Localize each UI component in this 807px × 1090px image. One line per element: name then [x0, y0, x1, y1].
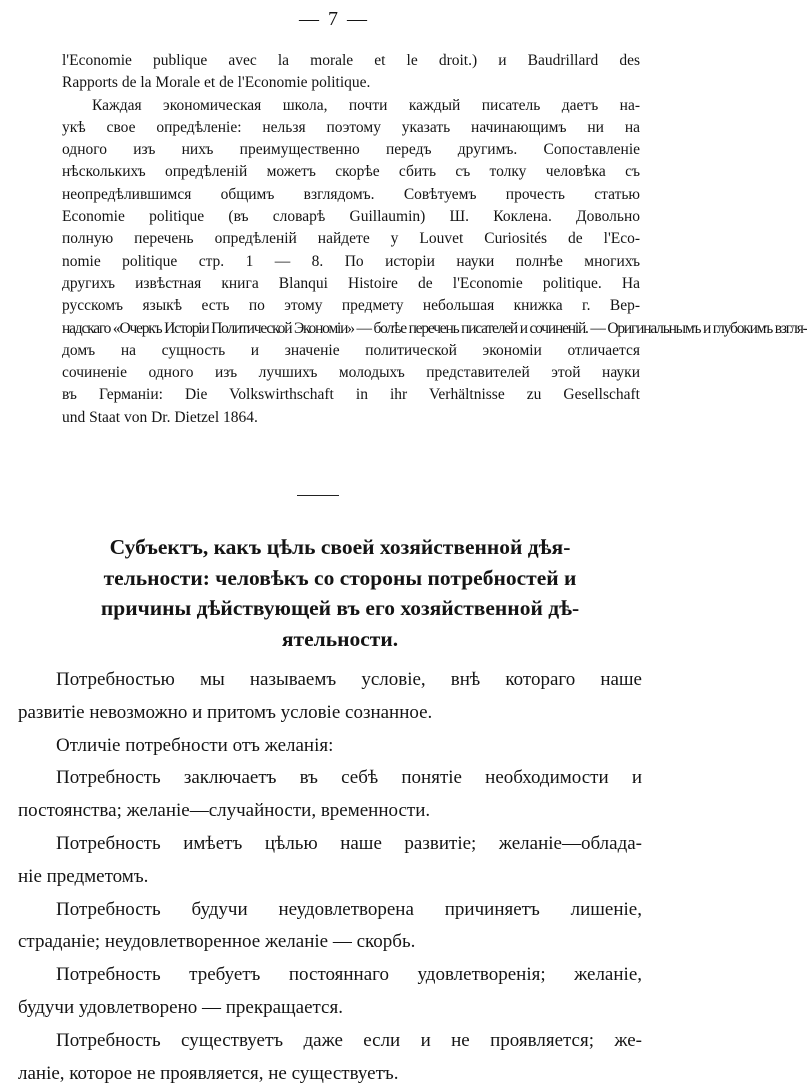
footnote-paragraph [62, 95, 807, 429]
body-paragraph [18, 730, 642, 763]
body-line: ланіе, которое не проявляется, не существуетъ. [18, 1062, 399, 1084]
body-line: Потребность будучи неудовлетворена причиняетъ лишеніе, [56, 898, 642, 920]
body-text [18, 664, 642, 1090]
footnote-line: другихъ извѣстная книга Blanqui Histoire de l'Economie politique. На [62, 274, 640, 292]
footnote-line: русскомъ языкѣ есть по этому предмету небольшая книжка г. Вер- [62, 297, 640, 315]
footnote-block [62, 50, 807, 429]
body-line: постоянства; желаніе—случайности, временности. [18, 800, 431, 822]
heading-line: ятельности. [281, 626, 399, 651]
footnote-line: надскаго «Очеркъ Исторіи Политической Экономіи» — болѣе перечень писателей и сочиненій. — Оригинальнымъ и глубокимъ взгля- [62, 319, 807, 337]
heading-line: причины дѣйствующей въ его хозяйственной дѣ- [100, 596, 580, 620]
footnote-line: нѣсколькихъ опредѣленій можетъ скорѣе сбить съ толку человѣка съ [62, 163, 640, 181]
footnote-line: укѣ свое опредѣленіе: нельзя поэтому указать начинающимъ ни на [62, 118, 640, 136]
body-line: Потребность существуетъ даже если и не проявляется; же- [56, 1029, 642, 1051]
footnote-line: въ Германіи: Die Volkswirthschaft in ihr Verhältnisse zu Gesellschaft [62, 386, 640, 404]
footnote-line: неопредѣлившимся общимъ взглядомъ. Совѣтуемъ прочесть статью [62, 185, 640, 203]
footnote-line: nomie politique стр. 1 — 8. По исторіи науки полнѣе многихъ [62, 252, 640, 270]
body-line: Потребность заключаетъ въ себѣ понятіе необходимости и [56, 767, 642, 789]
section-divider [297, 495, 339, 496]
body-line: Потребность имѣетъ цѣлью наше развитіе; желаніе—облада- [56, 832, 642, 854]
body-paragraph [18, 1025, 642, 1090]
body-line: ніе предметомъ. [18, 865, 149, 887]
footnote-line: сочиненіе одного изъ лучшихъ молодыхъ представителей этой науки [62, 364, 640, 382]
body-paragraph [18, 828, 642, 894]
heading-line: тельности: человѣкъ со стороны потребностей и [103, 565, 577, 590]
footnote-line: Economie politique (въ словарѣ Guillaumin) Ш. Коклена. Довольно [62, 208, 640, 226]
footnote-line: Rapports de la Morale et de l'Economie politique. [62, 74, 371, 92]
body-line: развитіе невозможно и притомъ условіе сознанное. [18, 701, 433, 723]
section-heading [40, 532, 640, 654]
footnote-line: Каждая экономическая школа, почти каждый писатель даетъ на- [92, 96, 640, 114]
footnote-line: полную перечень опредѣленій найдете у Louvet Curiosités de l'Eco- [62, 230, 640, 248]
body-paragraph [18, 959, 642, 1025]
footnote-line: одного изъ нихъ преимущественно передъ другимъ. Сопоставленіе [62, 141, 640, 159]
footnote-paragraph [62, 50, 640, 95]
body-line: Потребность требуетъ постояннаго удовлетворенія; желаніе, [56, 964, 642, 986]
body-line: Потребностью мы называемъ условіе, внѣ котораго наше [56, 669, 642, 690]
body-paragraph [18, 894, 642, 960]
footnote-line: und Staat von Dr. Dietzel 1864. [62, 408, 258, 426]
footnote-line: домъ на сущность и значеніе политической экономіи отличается [62, 341, 640, 359]
footnote-line: l'Economie publique avec la morale et le droit.) и Baudrillard des [62, 52, 640, 69]
body-line: будучи удовлетворено — прекращается. [18, 996, 343, 1018]
body-line: страданіе; неудовлетворенное желаніе — скорбь. [18, 931, 416, 953]
body-paragraph [18, 664, 642, 730]
page-number: — 7 — [299, 8, 369, 30]
body-paragraph [18, 762, 642, 828]
heading-line: Субъектъ, какъ цѣль своей хозяйственной дѣя- [109, 535, 571, 559]
body-line: Отличіе потребности отъ желанія: [56, 734, 334, 756]
